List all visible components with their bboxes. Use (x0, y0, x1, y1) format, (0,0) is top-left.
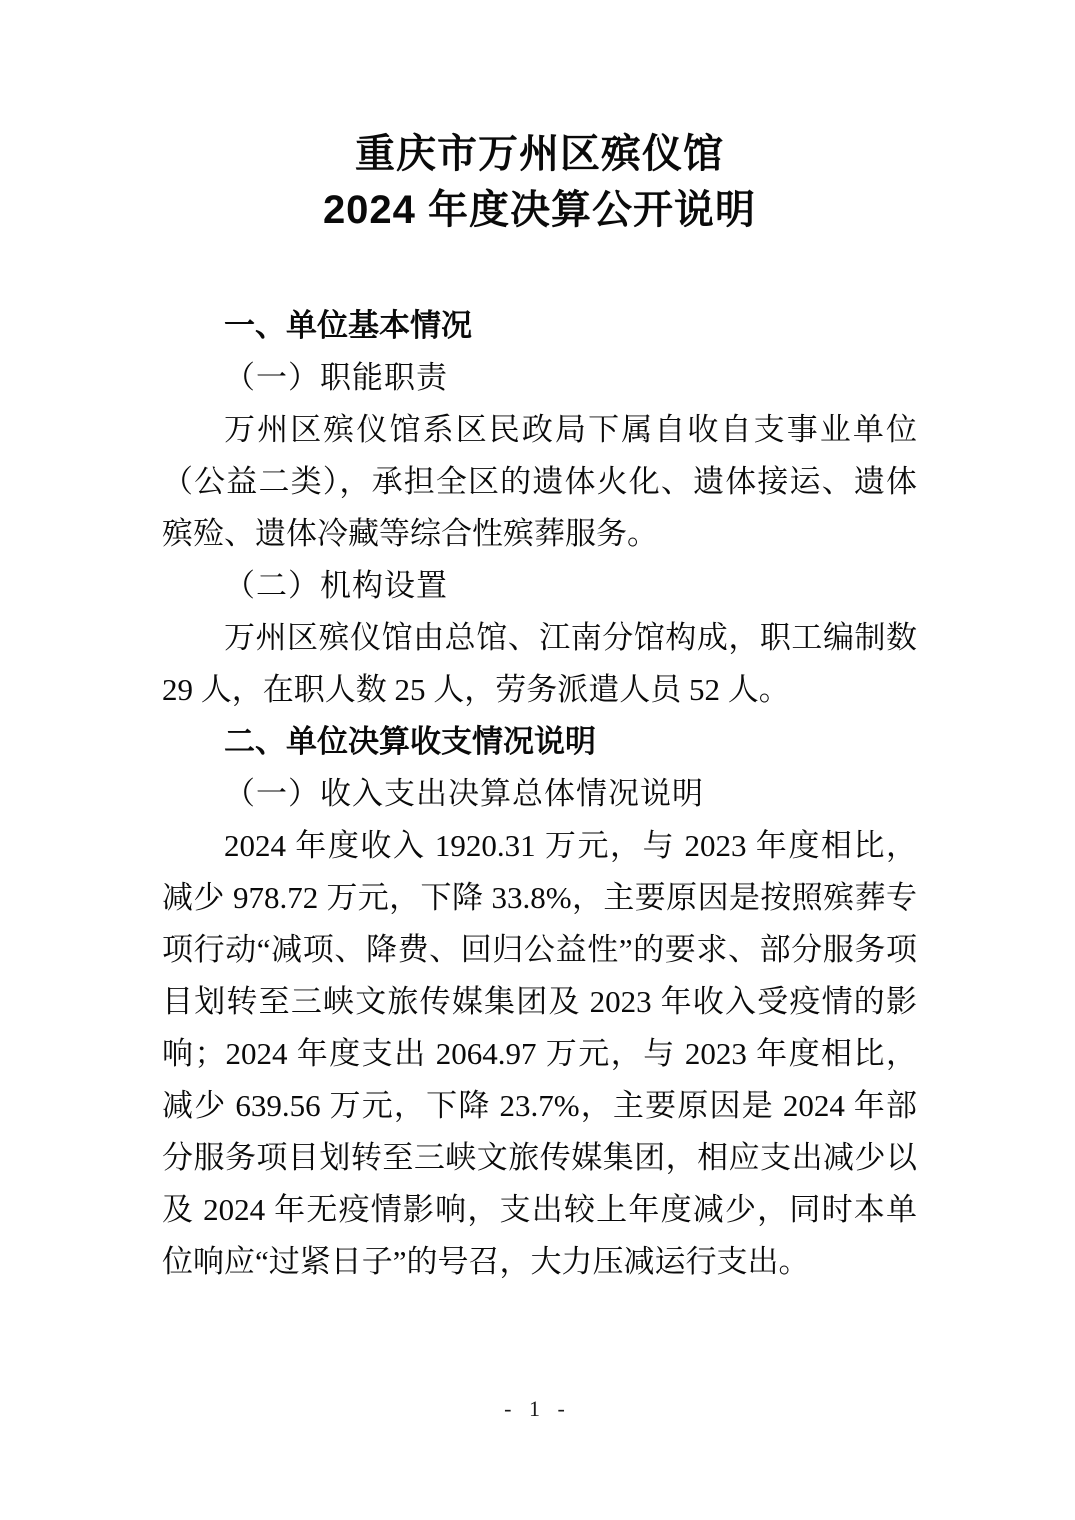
section-heading: 二、单位决算收支情况说明 (224, 724, 596, 759)
section-heading: 一、单位基本情况 (224, 308, 472, 343)
paragraph: 万州区殡仪馆由总馆、江南分馆构成，职工编制数 29 人，在职人数 25 人，劳务派遣人员 52 人。 (162, 620, 917, 707)
document-title (162, 126, 917, 238)
document-content (162, 126, 917, 1288)
document-title-line2: 2024 年度决算公开说明 (322, 188, 757, 232)
paragraph: 万州区殡仪馆系区民政局下属自收自支事业单位（公益二类），承担全区的遗体火化、遗体接运、遗体殡殓、遗体冷藏等综合性殡葬服务。 (162, 412, 917, 551)
subsection-heading: （一）收入支出决算总体情况说明 (224, 776, 704, 811)
subsection-heading: （二）机构设置 (224, 568, 448, 603)
document-title-line1: 重庆市万州区殡仪馆 (355, 132, 724, 176)
page-number: - 1 - (504, 1396, 571, 1421)
subsection-heading: （一）职能职责 (224, 360, 448, 395)
document-body (162, 300, 917, 1288)
paragraph: 2024 年度收入 1920.31 万元，与 2023 年度相比，减少 978.72 万元，下降 33.8%，主要原因是按照殡葬专项行动“减项、降费、回归公益性”的要求、部分服务项目划转至三峡文旅传媒集团及 2023 年收入受疫情的影响；2024 年度支出 2064.97 万元，与 2023 年度相比，减少 639.56 万元，下降 23.7%，主要原因是 2024 年部分服务项目划转至三峡文旅传媒集团，相应支出减少以及 2024 年无疫情影响，支出较上年度减少，同时本单位响应“过紧日子”的号召，大力压减运行支出。 (162, 828, 917, 1279)
